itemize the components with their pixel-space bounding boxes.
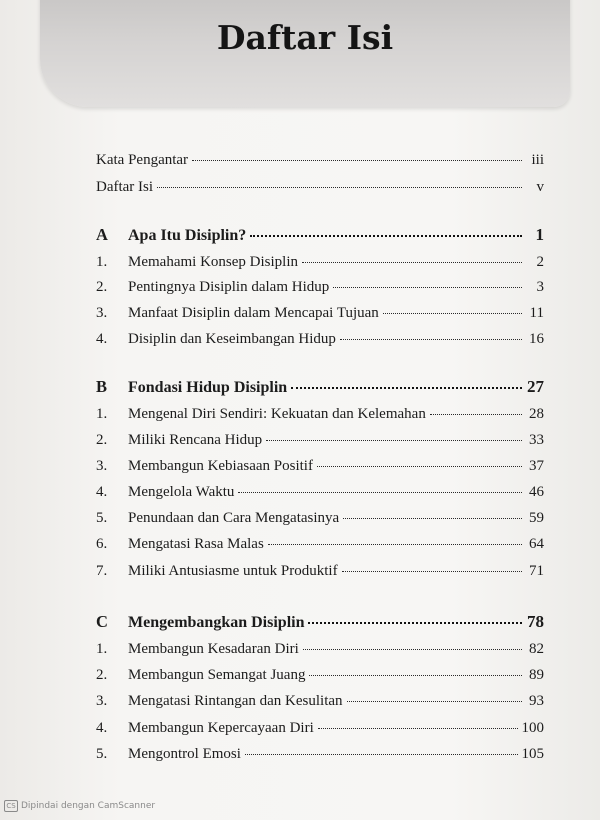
entry-number: 6. xyxy=(96,536,108,552)
toc-entry-page: 46 xyxy=(529,484,544,500)
toc-entry-page: 93 xyxy=(529,693,544,709)
dot-leader xyxy=(192,159,522,161)
toc-entry xyxy=(96,429,544,451)
toc-entry-page: 89 xyxy=(529,667,544,683)
dot-leader xyxy=(333,286,522,288)
entry-number: 5. xyxy=(96,746,108,762)
dot-leader xyxy=(309,674,522,676)
toc-entry-label: Membangun Kebiasaan Positif xyxy=(128,458,313,474)
toc-entry xyxy=(96,328,544,350)
dot-leader xyxy=(347,700,522,702)
toc-entry-page: 37 xyxy=(529,458,544,474)
toc-entry xyxy=(96,638,544,660)
toc-entry xyxy=(96,481,544,503)
toc-entry-page: 105 xyxy=(521,746,544,762)
toc-section-heading xyxy=(96,376,544,398)
toc-entry-page: 71 xyxy=(529,563,544,579)
toc-entry-page: 82 xyxy=(529,641,544,657)
toc-entry-page: 2 xyxy=(536,254,544,270)
section-page: 78 xyxy=(527,612,544,631)
entry-number: 5. xyxy=(96,510,108,526)
entry-number: 2. xyxy=(96,279,108,295)
dot-leader xyxy=(430,413,522,415)
toc-entry-label: Mengatasi Rintangan dan Kesulitan xyxy=(128,693,343,709)
toc-entry xyxy=(96,403,544,425)
toc-entry-label: Penundaan dan Cara Mengatasinya xyxy=(128,510,340,526)
dot-leader xyxy=(303,648,522,650)
entry-number: 3. xyxy=(96,458,108,474)
toc-entry xyxy=(96,560,544,582)
toc-entry xyxy=(96,717,544,739)
toc-entry-page: 64 xyxy=(529,536,544,552)
toc-entry xyxy=(96,743,544,765)
entry-number: 2. xyxy=(96,667,108,683)
camscanner-icon: CS xyxy=(4,800,18,812)
toc-entry xyxy=(96,690,544,712)
scanner-watermark xyxy=(4,800,155,812)
toc-entry xyxy=(96,276,544,298)
toc-entry-page: v xyxy=(536,179,544,195)
dot-leader xyxy=(308,621,522,624)
entry-number: 1. xyxy=(96,641,108,657)
dot-leader xyxy=(317,465,522,467)
toc-entry-label: Membangun Kesadaran Diri xyxy=(128,641,299,657)
toc-entry-label: Miliki Antusiasme untuk Produktif xyxy=(128,563,338,579)
toc-entry-page: 11 xyxy=(529,305,544,321)
entry-number: 4. xyxy=(96,720,108,736)
toc-entry-label: Membangun Kepercayaan Diri xyxy=(128,720,314,736)
page-title: Daftar Isi xyxy=(216,18,394,57)
dot-leader xyxy=(238,491,522,493)
toc-entry-page: 59 xyxy=(529,510,544,526)
toc-entry-label: Mengontrol Emosi xyxy=(128,746,241,762)
toc-entry-label: Manfaat Disiplin dalam Mencapai Tujuan xyxy=(128,305,379,321)
section-letter: C xyxy=(96,612,108,631)
dot-leader xyxy=(342,570,522,572)
toc-entry xyxy=(96,302,544,324)
dot-leader xyxy=(250,234,522,237)
entry-number: 7. xyxy=(96,563,108,579)
entry-number: 1. xyxy=(96,254,108,270)
toc-entry-page: 33 xyxy=(529,432,544,448)
entry-number: 1. xyxy=(96,406,108,422)
toc-entry xyxy=(96,533,544,555)
section-letter: A xyxy=(96,225,108,244)
toc-entry-label: Mengenal Diri Sendiri: Kekuatan dan Kelemahan xyxy=(128,406,426,422)
dot-leader xyxy=(340,338,522,340)
toc-entry xyxy=(96,176,544,198)
toc-entry-page: iii xyxy=(531,152,544,168)
dot-leader xyxy=(268,543,522,545)
entry-number: 3. xyxy=(96,305,108,321)
toc-entry-page: 16 xyxy=(529,331,544,347)
section-label: Apa Itu Disiplin? xyxy=(128,227,247,244)
toc-entry-label: Membangun Semangat Juang xyxy=(128,667,306,683)
dot-leader xyxy=(318,727,518,729)
entry-number: 3. xyxy=(96,693,108,709)
scanner-watermark-text: Dipindai dengan CamScanner xyxy=(21,801,156,811)
section-letter: B xyxy=(96,377,108,396)
toc-entry-page: 100 xyxy=(521,720,544,736)
toc-section-heading xyxy=(96,611,544,633)
dot-leader xyxy=(291,386,522,389)
dot-leader xyxy=(383,312,522,314)
toc-entry-page: 28 xyxy=(529,406,544,422)
dot-leader xyxy=(266,439,522,441)
toc-entry-label: Mengelola Waktu xyxy=(128,484,235,500)
entry-number: 4. xyxy=(96,331,108,347)
toc-entry-page: 3 xyxy=(536,279,544,295)
section-page: 1 xyxy=(535,225,544,244)
entry-number: 2. xyxy=(96,432,108,448)
toc-entry xyxy=(96,664,544,686)
toc-entry xyxy=(96,455,544,477)
section-page: 27 xyxy=(527,377,544,396)
toc-entry-label: Kata Pengantar xyxy=(96,152,189,168)
entry-number: 4. xyxy=(96,484,108,500)
dot-leader xyxy=(302,261,522,263)
section-label: Mengembangkan Disiplin xyxy=(128,614,305,631)
toc-entry xyxy=(96,149,544,171)
toc-entry-label: Memahami Konsep Disiplin xyxy=(128,254,298,270)
section-label: Fondasi Hidup Disiplin xyxy=(128,379,288,396)
toc-entry xyxy=(96,251,544,273)
toc-entry-label: Miliki Rencana Hidup xyxy=(128,432,263,448)
dot-leader xyxy=(245,753,518,755)
toc-entry-label: Disiplin dan Keseimbangan Hidup xyxy=(128,331,336,347)
toc-section-heading xyxy=(96,224,544,246)
dot-leader xyxy=(157,186,522,188)
toc-entry-label: Mengatasi Rasa Malas xyxy=(128,536,264,552)
toc-entry xyxy=(96,507,544,529)
dot-leader xyxy=(343,517,522,519)
toc-entry-label: Pentingnya Disiplin dalam Hidup xyxy=(128,279,330,295)
toc-entry-label: Daftar Isi xyxy=(96,179,154,195)
